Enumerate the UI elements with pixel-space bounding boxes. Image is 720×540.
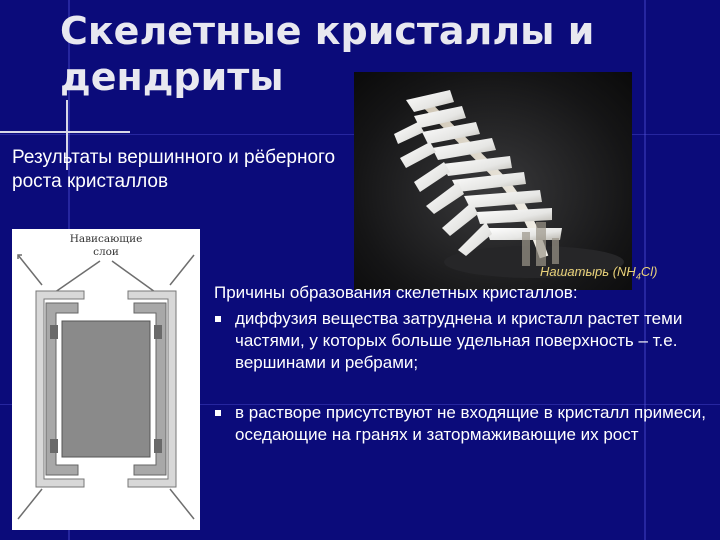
reasons-list: [214, 308, 714, 446]
reason-text: в растворе присутствуют не входящие в кристалл примеси, оседающие на гранях и затормаживающие их рост: [235, 403, 707, 444]
diagram-drawing: [12, 229, 200, 530]
caption-text-end: Cl): [640, 264, 658, 279]
reasons-heading: Причины образования скелетных кристаллов:: [214, 283, 578, 302]
diagram-label-line2: слои: [93, 246, 119, 258]
diagram-label: [12, 233, 200, 259]
title-cross-horizontal: [0, 131, 130, 133]
crystal-illustration: [354, 72, 632, 290]
reason-item: [214, 308, 714, 374]
skeletal-growth-diagram: [12, 229, 200, 530]
square-bullet-icon: [215, 410, 221, 416]
slide-title: Скелетные кристаллы и дендриты: [60, 9, 595, 99]
caption-text: Нашатырь (NH: [540, 264, 636, 279]
reason-item: [214, 402, 714, 446]
square-bullet-icon: [215, 316, 221, 322]
reasons-block: [214, 282, 714, 446]
caption-subscript: 4: [635, 271, 641, 282]
diagram-label-line1: Нависающие: [69, 233, 143, 245]
photo-caption: [540, 264, 657, 282]
ammonium-chloride-crystal-photo: [354, 72, 632, 290]
reason-text: диффузия вещества затруднена и кристалл растет теми частями, у которых больше удельная поверхность – т.е. вершинами и ребрами;: [235, 309, 683, 372]
slide-subtitle: Результаты вершинного и рёберного роста кристаллов: [12, 147, 336, 192]
